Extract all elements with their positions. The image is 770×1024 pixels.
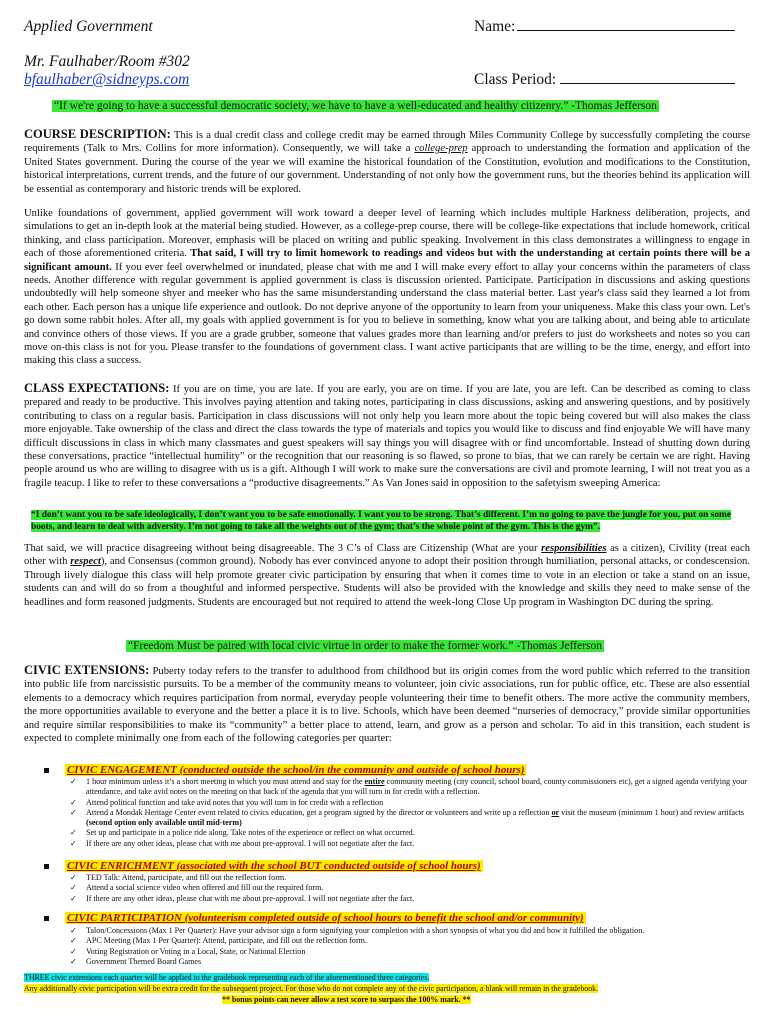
class-expectations xyxy=(24,382,750,490)
checkmark-icon: ✓ xyxy=(70,946,77,956)
checkmark-icon: ✓ xyxy=(70,807,77,817)
or-emphasis: or xyxy=(551,807,560,817)
mid-term-note: (second option only available until mid-term) xyxy=(86,818,242,828)
list-item xyxy=(70,926,750,936)
footer-note-3 xyxy=(222,995,471,1005)
civic-participation-title: CIVIC PARTICIPATION (volunteerism completed outside of school hours to benefit the school and/or community) xyxy=(67,912,584,924)
course-title: Applied Government xyxy=(24,18,153,35)
item-text: APC Meeting (Max 1 Per Quarter): Attend, participate, and fill out the reflection form. xyxy=(86,936,367,946)
class-expectations-text: If you are on time, you are late. If you are early, you are on time. If you are late, you are left. Can be described as coming to class prepared and ready to be productive. This involves paying attention and taking notes, participating in class discussions, asking and answering questions, and by positively contributing to class on a regular basis. Participation in class discussions will not only help you learn more about the topic being covered but will also makes the class more enjoyable. Take ownership of the class and direct the class towards the type of materials and topics you would like to discuss and find enjoyable We will have many difficult discussions in class in which many classmates and guest speakers will say things you will disagree with or find uncomfortable. Instead of shutting down during these conversations, practice “intellectual humility” or the recognition that our reasoning is so flawed, so prone to bias, that we can rarely be certain we are right. Having people around us who are willing to disagree with us is a gift. Although I will work to make sure the conversations are civil and promote learning, I will not treat you as a fragile teacup. I like to refer to these conversations a “productive disagreements.” As Van Jones said in opposition to the safetyism sweeping America: xyxy=(24,384,750,489)
item-text: Government Themed Board Games xyxy=(86,956,202,966)
category-civic-engagement xyxy=(44,764,526,776)
footer-note-1-text: THREE civic extensions each quarter will be applied to the gradebook representing each of the aforementioned three categories. xyxy=(24,973,430,982)
item-text: Voting Registration or Voting in a Local, State, or National Election xyxy=(86,946,306,956)
list-item xyxy=(70,798,750,808)
course-description-text: This is a dual credit class and college credit may be earned through Miles Community College by successfully completing the course requirements (Talk to Mrs. Collins for more information). Consequently, we will take a xyxy=(24,130,750,155)
name-label: Name: xyxy=(474,18,516,35)
course-description-heading: COURSE DESCRIPTION: xyxy=(24,127,171,141)
checkmark-icon: ✓ xyxy=(70,873,77,882)
checkmark-icon: ✓ xyxy=(70,883,77,893)
footer-note-2 xyxy=(24,984,598,994)
square-bullet-icon xyxy=(44,768,49,773)
checkmark-icon: ✓ xyxy=(70,893,77,903)
entire-emphasis: entire xyxy=(364,777,385,786)
jefferson-quote-education: “If we're going to have a successful democratic society, we have to have a well-educated and healthy citizenry.” -Thomas Jefferson xyxy=(54,100,657,112)
list-item xyxy=(70,894,750,904)
footer-note-2-text: Any additionally civic participation will be extra credit for the subsequent project. For those who do not complete any of the civic participation, a blank will remain in the gradebook. xyxy=(24,984,599,993)
civic-engagement-list xyxy=(70,777,750,849)
list-item xyxy=(70,883,750,893)
civic-enrichment-list xyxy=(70,873,750,904)
course-description-paragraph-2 xyxy=(24,207,750,368)
teacher-room: Mr. Faulhaber/Room #302 xyxy=(24,53,190,70)
list-item xyxy=(70,828,750,838)
list-item xyxy=(70,957,750,967)
teacher-email-link[interactable]: bfaulhaber@sidneyps.com xyxy=(24,71,190,88)
course-description xyxy=(24,128,750,196)
course-description-p2-text-2: If you ever feel overwhelmed or inundated, please chat with me and I will make every effort to allay your concerns within the parameters of class needs. Another difference with regular government is applied government is class is discussion oriented. Participate. Participation in discussions and asking questions undoubtedly will help someone shyer and meeker who has the same misunderstanding understand the class material better. Last year's class said they learned a lot from each other. Each person has a unique life experience and outlook. Do not deprive anyone of the opportunity to learn from your uniqueness. Make this class your own. Let's go down some rabbit holes. After all, my goals with applied government is for you to believe in something, know what you are talking about, and being able to articulate and convince others of those views. If you are a grade grubber, someone that values grades more than learning and/or prefers to just do worksheets and notes so you can move on-this class is not for you. Please transfer to the foundations of government class. I want active participants that are willing to be the time, energy, and effort into making this class a success. xyxy=(24,261,750,367)
class-expectations-heading: CLASS EXPECTATIONS: xyxy=(24,381,170,395)
item-text-2: community meeting (city council, school board, county commissioners etc), get a signed agenda verifying your attendance, and take avid notes on the meeting on that back of the agenda that you will turn in for credit with a reflection. xyxy=(86,777,747,797)
item-text: Set up and participate in a police ride along. Take notes of the experience or reflect on what occurred. xyxy=(86,828,415,838)
checkmark-icon: ✓ xyxy=(70,926,77,935)
college-prep-emphasis: college-prep xyxy=(414,143,468,155)
respect-emphasis: respect xyxy=(70,556,101,568)
checkmark-icon: ✓ xyxy=(70,956,77,966)
homework-note: That said, I will try to limit homework to readings and videos but with the understanding at certain points there will be a significant amount. xyxy=(24,248,750,273)
square-bullet-icon xyxy=(44,916,49,921)
name-field[interactable] xyxy=(474,18,735,36)
item-text: If there are any other ideas, please chat with me about pre-approval. I will not negotiate after the fact. xyxy=(86,893,415,903)
checkmark-icon: ✓ xyxy=(70,936,77,946)
civic-extensions xyxy=(24,664,750,745)
item-text: Attend a social science video when offered and fill out the required form. xyxy=(86,883,324,893)
list-item xyxy=(70,839,750,849)
van-jones-quote xyxy=(31,509,745,534)
checkmark-icon: ✓ xyxy=(70,828,77,838)
category-civic-participation xyxy=(44,912,586,924)
square-bullet-icon xyxy=(44,864,49,869)
civic-extensions-heading: CIVIC EXTENSIONS: xyxy=(24,663,150,677)
list-item xyxy=(70,777,750,798)
category-civic-enrichment xyxy=(44,860,483,872)
list-item xyxy=(70,936,750,946)
civic-engagement-title: CIVIC ENGAGEMENT (conducted outside the school/in the community and outside of school hours) xyxy=(67,764,525,776)
class-period-field[interactable] xyxy=(474,71,735,89)
responsibilities-emphasis: responsibilities xyxy=(541,543,607,554)
checkmark-icon: ✓ xyxy=(70,777,77,786)
course-description-text-2: approach to understanding the formation and application of the United States government. During the course of the year we will examine the historical foundation of the Constitution, evolution and modifications to the Constitution, historical interpretations, current trends, and the future of our government. Understanding of not only how the government runs, but the theories behind its application will be essential as contemporary and historic trends will be explored. xyxy=(24,143,751,195)
checkmark-icon: ✓ xyxy=(70,797,77,807)
item-text: Attend political function and take avid notes that you will turn in for credit with a reflection xyxy=(86,797,384,807)
item-text: 1 hour minimum unless it’s a short meeting in which you must attend and stay for the xyxy=(86,777,365,786)
three-cs-text-3: ), and Consensus (common ground). Nobody has ever convinced anyone to adopt their position through humiliation, personal attacks, or condescension. Through lively dialogue this class will help promote greater civic participation by ensuring that when it comes time to vote in an election or take a stand on an issue, students can and will do so from a thoughtful and informed perspective. Students will also be provided with the knowledge and skills they need to make sense of the headlines and form reasoned judgments. Students are encouraged but not required to attend the week-long Close Up program in Washington DC during the spring. xyxy=(24,556,750,608)
item-text: If there are any other ideas, please chat with me about pre-approval. I will not negotiate after the fact. xyxy=(86,838,415,848)
van-jones-quote-text: “I don’t want you to be safe ideologically, I don’t want you to be safe emotionally. I want you to be strong. That’s different. I’m no going to pave the jungle for you, put on some boots, and learn to deal with adversity. I’m not going to take all the weights out of the gym; that’s the whole point of the gym. This is the gym”. xyxy=(31,510,732,533)
course-description-p2-text: Unlike foundations of government, applied government will work toward a deeper level of learning which includes multiple Harkness deliberation, projects, and simulations to get an in-depth look at the material being studied. However, as a college-prep course, there will be college-like expectations that include homework, critical thinking, and class participation. Moreover, emphasis will be placed on writing and public speaking. Involvement in this class demonstrates a willingness to engage in each of those aforementioned criteria. xyxy=(24,208,750,260)
footer-note-1 xyxy=(24,973,429,983)
item-text: Talon/Concessions (Max 1 Per Quarter): Have your advisor sign a form signifying your completion with a short synopsis of what you did and how it fulfilled the obligation. xyxy=(86,926,645,935)
checkmark-icon: ✓ xyxy=(70,838,77,848)
item-text-2: visit the museum (minimum 1 hour) and review artifacts xyxy=(559,807,745,817)
jefferson-quote-freedom: “Freedom Must be paired with local civic virtue in order to make the former work.” -Thomas Jefferson xyxy=(128,640,603,652)
list-item xyxy=(70,808,750,829)
list-item xyxy=(70,873,750,883)
class-expectations-paragraph-2 xyxy=(24,542,750,609)
civic-participation-list xyxy=(70,926,750,967)
class-period-label: Class Period: xyxy=(474,71,557,88)
civic-enrichment-title: CIVIC ENRICHMENT (associated with the school BUT conducted outside of school hours) xyxy=(67,860,481,872)
three-cs-text-2: as a citizen), Civility (treat each other with xyxy=(24,543,751,568)
civic-extensions-text: Puberty today refers to the transfer to adulthood from childhood but its origin comes from the word public which referred to the transition into public life from narcissistic pursuits. To be a member of the community means to volunteer, join civic associations, run for public office, etc. These are also essential elements to a democracy which requires participation from normal, everyday people volunteering their time to benefit others. The more active the community members, the more opportunities available to everyone and the better a place it is to live. Schools, which have been deemed “nurseries of democracy,” provide similar opportunities and require similar responsibilities to make its “community” a better place to attend, learn, and grow as a person and scholar. To aid in this transition, each student is expected to complete minimally one from each of the following categories per quarter: xyxy=(24,666,750,745)
footer-note-3-text: ** bonus points can never allow a test score to surpass the 100% mark. ** xyxy=(222,995,471,1004)
three-cs-text: That said, we will practice disagreeing without being disagreeable. The 3 C’s of Class are Citizenship (What are your xyxy=(24,543,542,554)
item-text: Attend a Mondak Heritage Center event related to civics education, get a program signed by the director or volunteers and write up a reflection xyxy=(86,807,552,817)
list-item xyxy=(70,947,750,957)
item-text: TED Talk: Attend, participate, and fill out the reflection form. xyxy=(86,873,287,882)
